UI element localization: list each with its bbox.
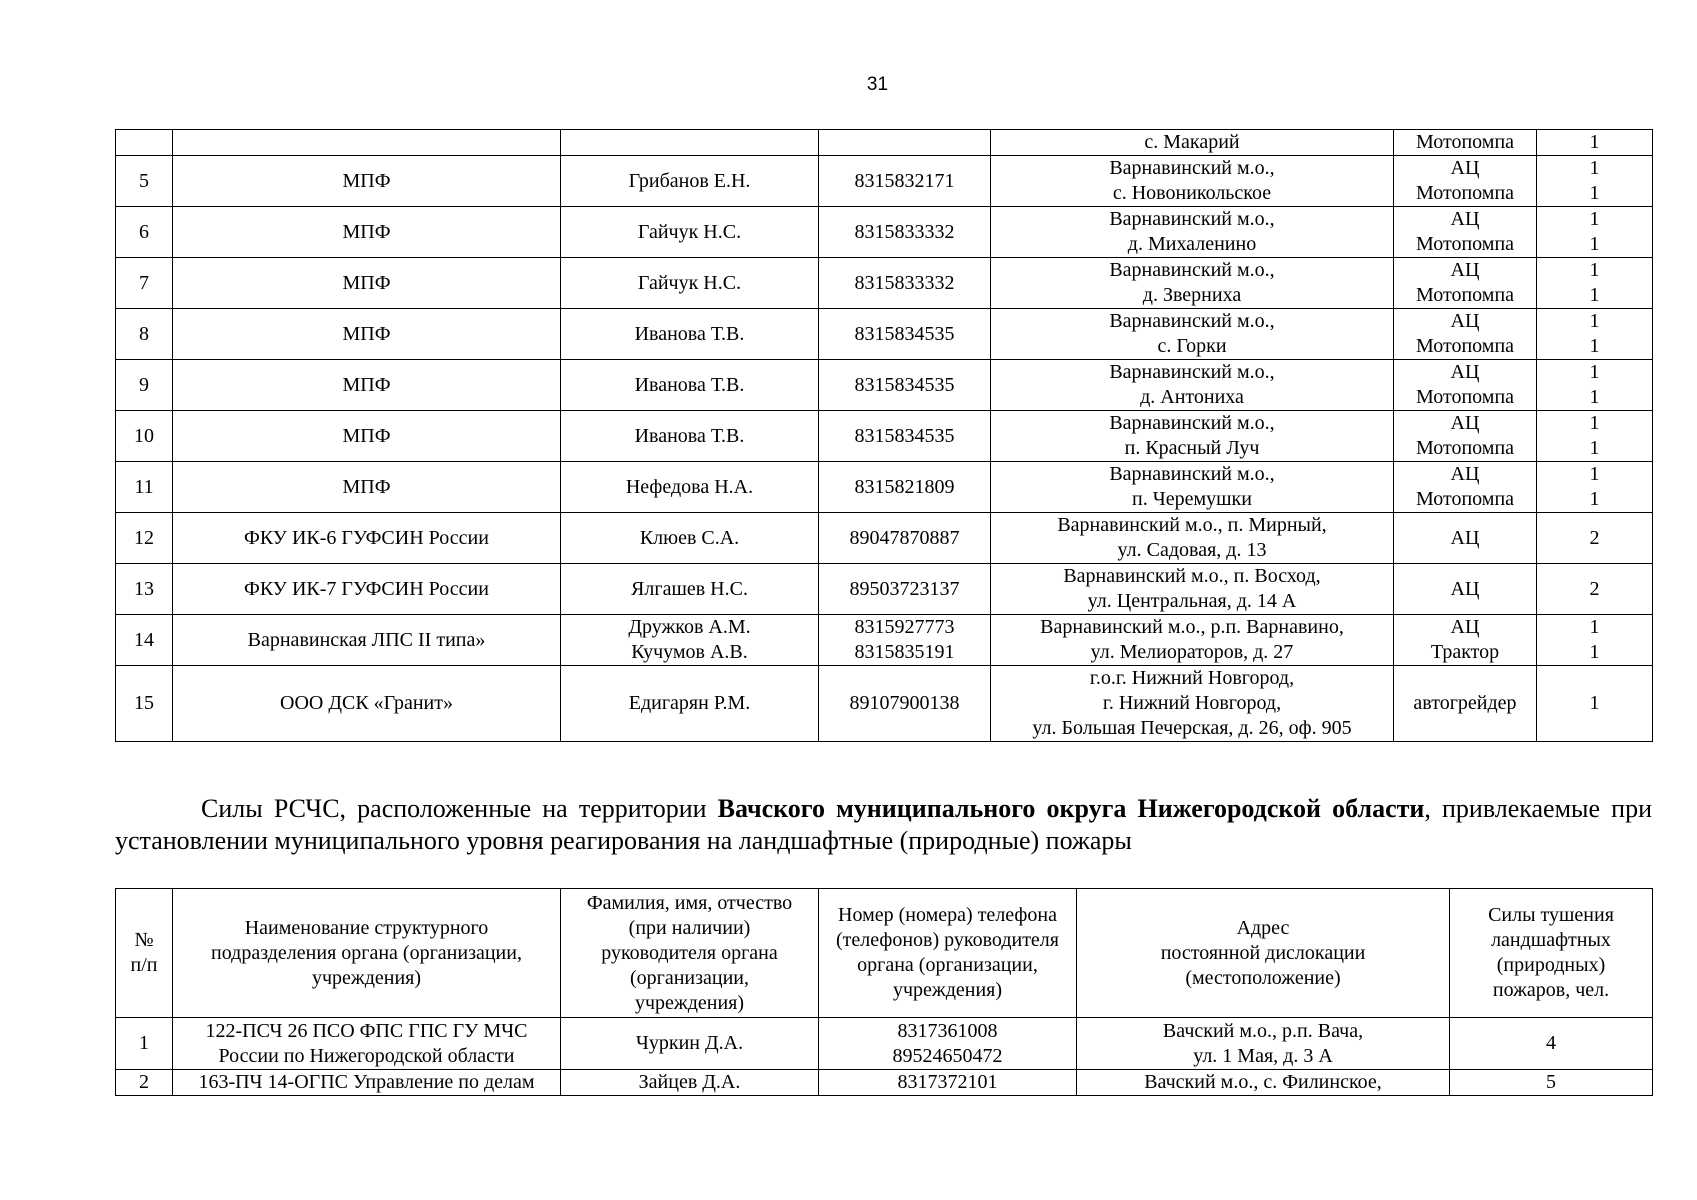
table-row xyxy=(116,666,1653,742)
quantity-cell xyxy=(1537,258,1653,309)
address-cell-line: ул. Большая Печерская, д. 26, оф. 905 xyxy=(1032,717,1352,739)
address-cell-line: с. Новоникольское xyxy=(1112,182,1272,204)
quantity-cell xyxy=(1537,309,1653,360)
equipment-cell xyxy=(1394,156,1537,207)
column-header-line: (организации, xyxy=(629,966,750,989)
equipment-cell-line: Мотопомпа xyxy=(1415,131,1515,153)
equipment-cell xyxy=(1394,462,1537,513)
phone-cell xyxy=(819,1070,1077,1096)
column-header-line: Силы тушения xyxy=(1488,904,1614,926)
head-name-cell xyxy=(561,564,819,615)
address-cell xyxy=(991,130,1394,156)
head-name-cell xyxy=(561,1018,819,1070)
column-header-line: учреждения) xyxy=(634,991,745,1014)
table-row xyxy=(116,1070,1653,1096)
organization-cell-line: МПФ xyxy=(342,220,391,243)
column-header xyxy=(173,889,561,1018)
row-number-cell-line: 1 xyxy=(139,1032,149,1054)
quantity-cell xyxy=(1537,666,1653,742)
equipment-cell-line: автогрейдер xyxy=(1413,692,1517,714)
address-cell-line: Варнавинский м.о., п. Восход, xyxy=(1063,565,1321,587)
address-cell xyxy=(991,207,1394,258)
head-name-cell xyxy=(561,666,819,742)
address-cell-line: п. Красный Луч xyxy=(1124,437,1260,459)
address-cell xyxy=(991,156,1394,207)
row-number-cell xyxy=(116,207,173,258)
row-number-cell xyxy=(116,564,173,615)
address-cell-line: д. Антониха xyxy=(1140,386,1244,408)
column-header xyxy=(1077,889,1450,1018)
organization-cell-line: МПФ xyxy=(342,271,391,294)
head-name-cell-line: Зайцев Д.А. xyxy=(638,1071,741,1093)
para-part2: , привлекаемые при установлении муниципального уровня реагирования на ландшафтные (природные) пожары xyxy=(115,794,1652,855)
head-name-cell-line: Ялгашев Н.С. xyxy=(631,577,748,600)
address-cell-line: Вачский м.о., с. Филинское, xyxy=(1144,1071,1382,1093)
address-cell xyxy=(991,666,1394,742)
address-cell-line: п. Черемушки xyxy=(1132,488,1252,510)
equipment-cell-line: АЦ xyxy=(1450,526,1480,549)
column-header-line: № xyxy=(134,929,154,951)
head-name-cell-line: Чуркин Д.А. xyxy=(635,1032,744,1054)
organization-cell-line: МПФ xyxy=(342,169,391,192)
equipment-cell-line: АЦ xyxy=(1450,577,1480,600)
quantity-cell xyxy=(1537,615,1653,666)
equipment-cell-line: Мотопомпа xyxy=(1415,386,1515,408)
equipment-cell xyxy=(1394,564,1537,615)
equipment-cell xyxy=(1394,666,1537,742)
quantity-cell-line: 2 xyxy=(1589,526,1600,549)
equipment-cell-line: Мотопомпа xyxy=(1415,233,1515,255)
row-number-cell-line: 14 xyxy=(134,628,154,651)
head-name-cell-line: Иванова Т.В. xyxy=(634,322,745,345)
organization-cell xyxy=(173,207,561,258)
row-number-cell-line: 9 xyxy=(139,373,149,396)
organization-cell xyxy=(173,513,561,564)
column-header-line: подразделения органа (организации, xyxy=(211,941,522,964)
quantity-cell xyxy=(1537,130,1653,156)
head-name-cell-line: Иванова Т.В. xyxy=(634,373,745,396)
phone-cell xyxy=(819,564,991,615)
quantity-cell-line: 1 xyxy=(1589,616,1600,638)
table-row xyxy=(116,309,1653,360)
row-number-cell xyxy=(116,360,173,411)
equipment-cell xyxy=(1394,615,1537,666)
quantity-cell-line: 1 xyxy=(1589,233,1600,255)
address-cell-line: Варнавинский м.о., р.п. Варнавино, xyxy=(1040,616,1344,638)
equipment-cell-line: АЦ xyxy=(1450,208,1480,230)
equipment-cell-line: Мотопомпа xyxy=(1415,437,1515,459)
organization-cell-line: МПФ xyxy=(342,373,391,396)
phone-cell-line: 8315834535 xyxy=(854,322,955,345)
table-row xyxy=(116,258,1653,309)
phone-cell-line: 89524650472 xyxy=(892,1044,1003,1067)
head-name-cell xyxy=(561,411,819,462)
head-name-cell xyxy=(561,258,819,309)
para-bold-region: Вачского муниципального округа Нижегородской области xyxy=(717,794,1425,823)
address-cell xyxy=(991,309,1394,360)
phone-cell xyxy=(819,130,991,156)
column-header-line: органа (организации, xyxy=(857,954,1038,976)
organization-cell-line: Варнавинская ЛПС II типа» xyxy=(247,628,486,651)
phone-cell-line: 89107900138 xyxy=(849,692,960,714)
quantity-cell-line: 1 xyxy=(1589,335,1600,357)
head-name-cell xyxy=(561,130,819,156)
organization-cell xyxy=(173,462,561,513)
address-cell-line: ул. 1 Мая, д. 3 А xyxy=(1193,1044,1333,1067)
phone-cell xyxy=(819,615,991,666)
quantity-cell-line: 2 xyxy=(1589,577,1600,600)
address-cell-line: Варнавинский м.о., п. Мирный, xyxy=(1057,514,1327,536)
quantity-cell-line: 1 xyxy=(1589,208,1600,230)
phone-cell xyxy=(819,207,991,258)
address-cell-line: с. Горки xyxy=(1157,335,1227,357)
quantity-cell-line: 1 xyxy=(1589,386,1600,408)
address-cell-line: Варнавинский м.о., xyxy=(1109,361,1275,383)
head-name-cell xyxy=(561,207,819,258)
column-header-line: Номер (номера) телефона xyxy=(838,904,1057,926)
organization-cell-line: ФКУ ИК-6 ГУФСИН России xyxy=(244,526,489,549)
phone-cell-line: 89047870887 xyxy=(849,526,960,549)
column-header xyxy=(1450,889,1653,1018)
organization-cell xyxy=(173,258,561,309)
phone-cell-line: 8315834535 xyxy=(854,373,955,396)
quantity-cell xyxy=(1537,360,1653,411)
phone-cell-line: 8317372101 xyxy=(897,1071,998,1093)
column-header-line: Наименование структурного xyxy=(244,916,489,939)
column-header-line: Фамилия, имя, отчество xyxy=(586,891,793,914)
equipment-cell xyxy=(1394,207,1537,258)
row-number-cell xyxy=(116,156,173,207)
row-number-cell xyxy=(116,1070,173,1096)
equipment-cell-line: АЦ xyxy=(1450,157,1480,179)
organization-cell xyxy=(173,1070,561,1096)
quantity-cell xyxy=(1537,156,1653,207)
phone-cell-line: 8315927773 xyxy=(854,616,955,638)
quantity-cell-line: 1 xyxy=(1589,157,1600,179)
equipment-cell xyxy=(1394,309,1537,360)
address-cell-line: д. Михаленино xyxy=(1127,233,1257,255)
quantity-cell-line: 1 xyxy=(1589,488,1600,510)
quantity-cell-line: 1 xyxy=(1589,641,1600,663)
equipment-cell-line: АЦ xyxy=(1450,616,1480,638)
quantity-cell-line: 1 xyxy=(1589,463,1600,485)
column-header xyxy=(819,889,1077,1018)
address-cell xyxy=(991,615,1394,666)
table-row xyxy=(116,156,1653,207)
address-cell-line: Варнавинский м.о., xyxy=(1109,157,1275,179)
quantity-cell xyxy=(1537,411,1653,462)
phone-cell-line: 8315833332 xyxy=(854,271,955,294)
organization-cell xyxy=(173,564,561,615)
address-cell xyxy=(1077,1070,1450,1096)
column-header-line: (природных) xyxy=(1496,954,1606,976)
head-name-cell xyxy=(561,1070,819,1096)
column-header-line: ландшафтных xyxy=(1491,929,1611,951)
forces-cell-line: 4 xyxy=(1546,1032,1556,1054)
table-row xyxy=(116,615,1653,666)
head-name-cell-line: Дружков А.М. xyxy=(628,616,751,638)
quantity-cell-line: 1 xyxy=(1589,259,1600,281)
row-number-cell xyxy=(116,666,173,742)
row-number-cell-line: 10 xyxy=(134,424,154,447)
para-part1: Силы РСЧС, расположенные на территории xyxy=(201,794,718,823)
head-name-cell xyxy=(561,360,819,411)
address-cell xyxy=(991,360,1394,411)
table-row xyxy=(116,411,1653,462)
quantity-cell xyxy=(1537,462,1653,513)
row-number-cell-line: 8 xyxy=(139,322,149,345)
table-row xyxy=(116,207,1653,258)
address-cell-line: Варнавинский м.о., xyxy=(1109,310,1275,332)
head-name-cell-line: Кучумов А.В. xyxy=(631,641,748,663)
phone-cell-line: 8315821809 xyxy=(854,475,955,498)
organization-cell-line: МПФ xyxy=(342,424,391,447)
organization-cell-line: МПФ xyxy=(342,322,391,345)
row-number-cell-line: 15 xyxy=(134,692,154,714)
organization-cell xyxy=(173,130,561,156)
quantity-cell-line: 1 xyxy=(1589,284,1600,306)
forces-table-varnavino xyxy=(115,129,1653,742)
row-number-cell xyxy=(116,258,173,309)
column-header-line: постоянной дислокации xyxy=(1160,941,1366,964)
address-cell-line: Вачский м.о., р.п. Вача, xyxy=(1162,1019,1364,1042)
equipment-cell xyxy=(1394,258,1537,309)
forces-table-vacha xyxy=(115,888,1653,1096)
phone-cell xyxy=(819,309,991,360)
head-name-cell-line: Едигарян Р.М. xyxy=(628,692,751,714)
column-header-line: Адрес xyxy=(1236,916,1290,939)
phone-cell-line: 89503723137 xyxy=(849,577,960,600)
column-header-line: учреждения) xyxy=(311,966,422,989)
organization-cell xyxy=(173,615,561,666)
head-name-cell-line: Гайчук Н.С. xyxy=(637,220,742,243)
row-number-cell-line: 5 xyxy=(139,169,149,192)
column-header-line: пожаров, чел. xyxy=(1492,979,1610,1001)
row-number-cell xyxy=(116,309,173,360)
head-name-cell-line: Нефедова Н.А. xyxy=(625,475,754,498)
table-row xyxy=(116,462,1653,513)
organization-cell-line: России по Нижегородской области xyxy=(218,1044,515,1067)
address-cell xyxy=(991,564,1394,615)
phone-cell-line: 8315835191 xyxy=(854,641,955,663)
address-cell xyxy=(991,411,1394,462)
organization-cell-line: МПФ xyxy=(342,475,391,498)
phone-cell xyxy=(819,462,991,513)
quantity-cell-line: 1 xyxy=(1589,692,1600,714)
phone-cell xyxy=(819,1018,1077,1070)
head-name-cell xyxy=(561,156,819,207)
phone-cell-line: 8315832171 xyxy=(854,169,955,192)
head-name-cell-line: Гайчук Н.С. xyxy=(637,271,742,294)
column-header-line: (телефонов) руководителя xyxy=(836,929,1059,951)
quantity-cell-line: 1 xyxy=(1589,437,1600,459)
organization-cell xyxy=(173,411,561,462)
head-name-cell xyxy=(561,309,819,360)
organization-cell xyxy=(173,156,561,207)
table-row xyxy=(116,513,1653,564)
column-header-line: учреждения) xyxy=(892,979,1003,1001)
organization-cell-line: ООО ДСК «Гранит» xyxy=(280,692,453,714)
organization-cell xyxy=(173,666,561,742)
phone-cell xyxy=(819,411,991,462)
quantity-cell xyxy=(1537,513,1653,564)
column-header-line: (местоположение) xyxy=(1185,966,1341,989)
head-name-cell xyxy=(561,513,819,564)
quantity-cell-line: 1 xyxy=(1589,131,1600,153)
equipment-cell-line: Трактор xyxy=(1430,641,1500,663)
equipment-cell xyxy=(1394,411,1537,462)
quantity-cell-line: 1 xyxy=(1589,361,1600,383)
address-cell xyxy=(991,258,1394,309)
address-cell-line: ул. Центральная, д. 14 А xyxy=(1087,590,1297,612)
address-cell-line: с. Макарий xyxy=(1144,131,1240,153)
quantity-cell xyxy=(1537,564,1653,615)
column-header xyxy=(116,889,173,1018)
table-row xyxy=(116,360,1653,411)
row-number-cell-line: 6 xyxy=(139,220,149,243)
organization-cell xyxy=(173,360,561,411)
row-number-cell-line: 11 xyxy=(134,475,154,498)
head-name-cell xyxy=(561,615,819,666)
quantity-cell-line: 1 xyxy=(1589,182,1600,204)
equipment-cell xyxy=(1394,360,1537,411)
organization-cell-line: ФКУ ИК-7 ГУФСИН России xyxy=(244,577,489,600)
address-cell xyxy=(991,462,1394,513)
table-row xyxy=(116,1018,1653,1070)
row-number-cell xyxy=(116,130,173,156)
quantity-cell-line: 1 xyxy=(1589,412,1600,434)
row-number-cell-line: 12 xyxy=(134,526,154,549)
address-cell-line: д. Зверниха xyxy=(1142,284,1242,306)
address-cell-line: Варнавинский м.о., xyxy=(1109,412,1275,434)
equipment-cell xyxy=(1394,513,1537,564)
row-number-cell xyxy=(116,513,173,564)
equipment-cell-line: Мотопомпа xyxy=(1415,488,1515,510)
address-cell-line: Варнавинский м.о., xyxy=(1109,463,1275,485)
section-heading-paragraph xyxy=(115,793,1652,857)
organization-cell xyxy=(173,1018,561,1070)
row-number-cell-line: 13 xyxy=(134,577,154,600)
row-number-cell-line: 2 xyxy=(139,1071,149,1093)
column-header-line: п/п xyxy=(130,954,158,976)
row-number-cell xyxy=(116,411,173,462)
row-number-cell xyxy=(116,1018,173,1070)
phone-cell-line: 8317361008 xyxy=(897,1019,998,1042)
equipment-cell-line: АЦ xyxy=(1450,412,1480,434)
quantity-cell-line: 1 xyxy=(1589,310,1600,332)
column-header-line: руководителя органа xyxy=(601,941,778,964)
row-number-cell xyxy=(116,462,173,513)
equipment-cell xyxy=(1394,130,1537,156)
equipment-cell-line: Мотопомпа xyxy=(1415,335,1515,357)
equipment-cell-line: Мотопомпа xyxy=(1415,182,1515,204)
organization-cell-line: 122-ПСЧ 26 ПСО ФПС ГПС ГУ МЧС xyxy=(205,1019,528,1042)
phone-cell xyxy=(819,360,991,411)
phone-cell xyxy=(819,258,991,309)
page-number: 31 xyxy=(866,74,889,95)
organization-cell xyxy=(173,309,561,360)
head-name-cell xyxy=(561,462,819,513)
head-name-cell-line: Клюев С.А. xyxy=(639,526,740,549)
address-cell-line: Варнавинский м.о., xyxy=(1109,259,1275,281)
column-header-line: (при наличии) xyxy=(628,916,751,939)
table-header-row xyxy=(116,889,1653,1018)
address-cell-line: г.о.г. Нижний Новгород, xyxy=(1089,667,1295,689)
address-cell-line: г. Нижний Новгород, xyxy=(1102,692,1282,714)
quantity-cell xyxy=(1537,207,1653,258)
table-row xyxy=(116,564,1653,615)
equipment-cell-line: Мотопомпа xyxy=(1415,284,1515,306)
phone-cell xyxy=(819,666,991,742)
forces-cell xyxy=(1450,1018,1653,1070)
address-cell-line: Варнавинский м.о., xyxy=(1109,208,1275,230)
phone-cell xyxy=(819,156,991,207)
address-cell xyxy=(991,513,1394,564)
forces-cell-line: 5 xyxy=(1546,1071,1556,1093)
equipment-cell-line: АЦ xyxy=(1450,361,1480,383)
head-name-cell-line: Иванова Т.В. xyxy=(634,424,745,447)
address-cell-line: ул. Садовая, д. 13 xyxy=(1117,539,1267,561)
row-number-cell-line: 7 xyxy=(139,271,149,294)
head-name-cell-line: Грибанов Е.Н. xyxy=(628,169,751,192)
equipment-cell-line: АЦ xyxy=(1450,259,1480,281)
table-row xyxy=(116,130,1653,156)
forces-cell xyxy=(1450,1070,1653,1096)
equipment-cell-line: АЦ xyxy=(1450,310,1480,332)
address-cell xyxy=(1077,1018,1450,1070)
phone-cell-line: 8315833332 xyxy=(854,220,955,243)
phone-cell xyxy=(819,513,991,564)
equipment-cell-line: АЦ xyxy=(1450,463,1480,485)
phone-cell-line: 8315834535 xyxy=(854,424,955,447)
column-header xyxy=(561,889,819,1018)
address-cell-line: ул. Мелиораторов, д. 27 xyxy=(1090,641,1294,663)
organization-cell-line: 163-ПЧ 14-ОГПС Управление по делам xyxy=(198,1071,535,1093)
row-number-cell xyxy=(116,615,173,666)
